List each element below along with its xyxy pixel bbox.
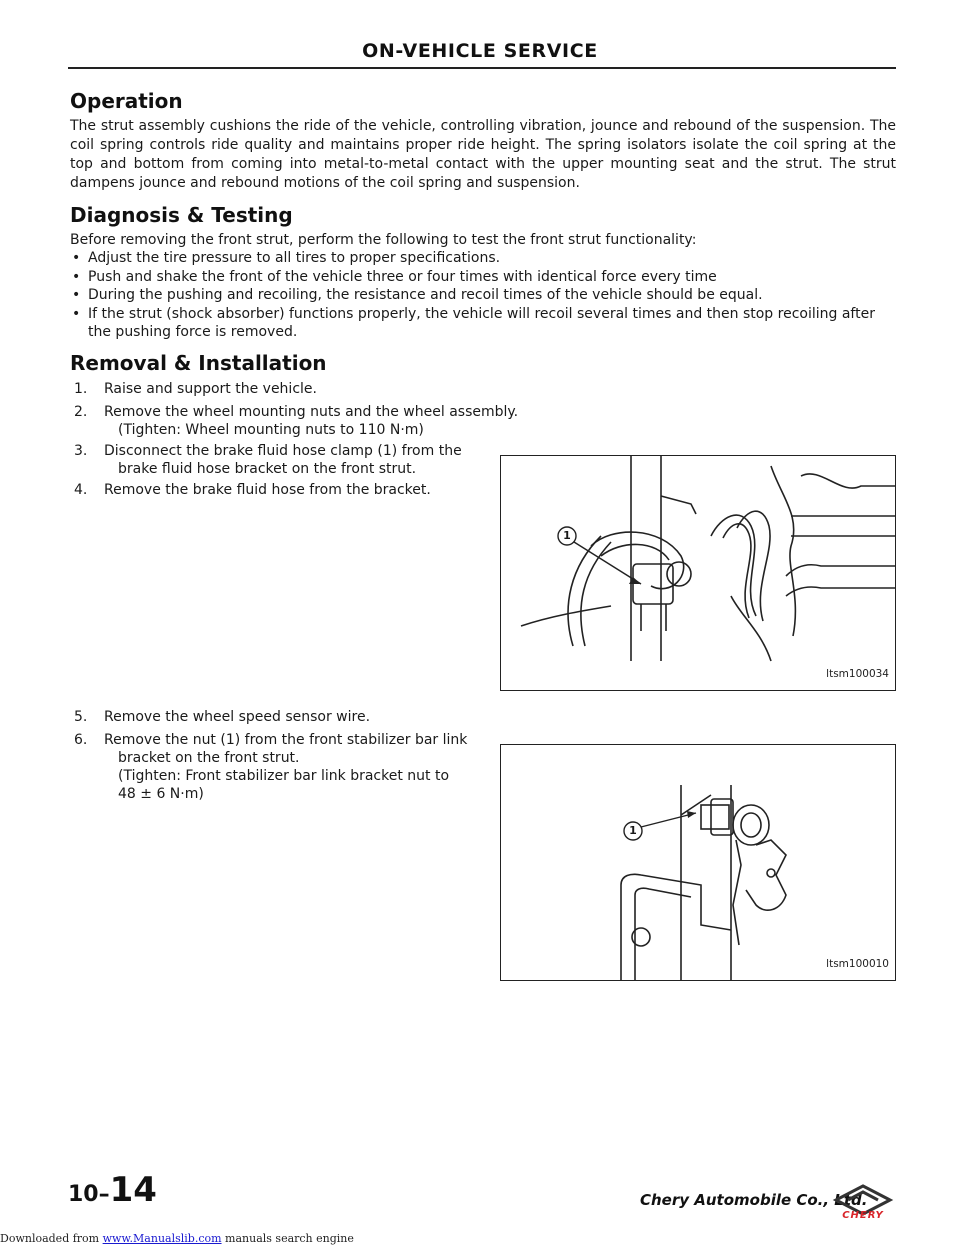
bullet-icon: • — [72, 305, 81, 322]
list-item: • Adjust the tire pressure to all tires to proper specifications. — [72, 250, 501, 266]
page-number: 10–14 — [68, 1170, 157, 1210]
step-4: 4. Remove the brake fluid hose from the bracket. — [74, 482, 431, 498]
brake-hose-clamp-illustration — [501, 456, 895, 690]
diagnosis-intro: Before removing the front strut, perform the following to test the front strut functionality: — [70, 232, 697, 248]
figure-id: ltsm100010 — [826, 958, 889, 970]
company-name: Chery Automobile Co., Ltd. — [640, 1191, 868, 1209]
removal-heading: Removal & Installation — [70, 351, 327, 375]
figure-id: ltsm100034 — [826, 668, 889, 680]
chery-logo — [832, 1180, 894, 1220]
download-notice: Downloaded from www.Manualslib.com manuals search engine — [0, 1232, 354, 1245]
diagnosis-heading: Diagnosis & Testing — [70, 203, 293, 227]
callout-label: 1 — [563, 529, 571, 542]
operation-heading: Operation — [70, 89, 183, 113]
operation-paragraph: The strut assembly cushions the ride of the vehicle, controlling vibration, jounce and rebound of the suspension. The coil spring controls ride quality and maintains proper ride height. The spring isolators isolate the coil spring at the top and bottom from coming into metal-to-metal contact with the upper mounting seat and the strut. The strut dampens jounce and rebound motions of the coil spring and suspension. — [70, 118, 896, 191]
list-item: • During the pushing and recoiling, the resistance and recoil times of the vehicle should be equal. — [72, 287, 763, 303]
manualslib-link[interactable]: www.Manualslib.com — [102, 1232, 222, 1245]
section-title: ON-VEHICLE SERVICE — [362, 40, 598, 62]
list-item: • Push and shake the front of the vehicle three or four times with identical force every time — [72, 268, 717, 285]
step-3: 3. Disconnect the brake fluid hose clamp (1) from the brake fluid hose bracket on the front strut. — [74, 443, 462, 477]
step-2: 2. Remove the wheel mounting nuts and the wheel assembly. (Tighten: Wheel mounting nuts to 110 N·m) — [74, 404, 519, 438]
bullet-icon: • — [72, 287, 81, 303]
bullet-icon: • — [72, 268, 81, 285]
header-divider — [68, 67, 896, 69]
callout-label: 1 — [629, 824, 637, 837]
list-item: • If the strut (shock absorber) functions properly, the vehicle will recoil several times and then stop recoiling after — [72, 305, 875, 322]
list-item-continuation: the pushing force is removed. — [88, 324, 298, 340]
step-1: 1. Raise and support the vehicle. — [74, 381, 317, 397]
step-5: 5. Remove the wheel speed sensor wire. — [74, 709, 371, 725]
brand-text: CHERY — [842, 1210, 884, 1221]
stabilizer-link-illustration — [501, 745, 895, 980]
bullet-icon: • — [72, 250, 81, 266]
diagnosis-bullet-list — [70, 249, 896, 342]
step-6: 6. Remove the nut (1) from the front stabilizer bar link bracket on the front strut. (Tighten: Front stabilizer bar link bracket nut to 48 ± 6 N·m) — [74, 732, 468, 802]
figure-stabilizer-link-nut — [500, 744, 896, 981]
figure-brake-hose-clamp — [500, 455, 896, 691]
